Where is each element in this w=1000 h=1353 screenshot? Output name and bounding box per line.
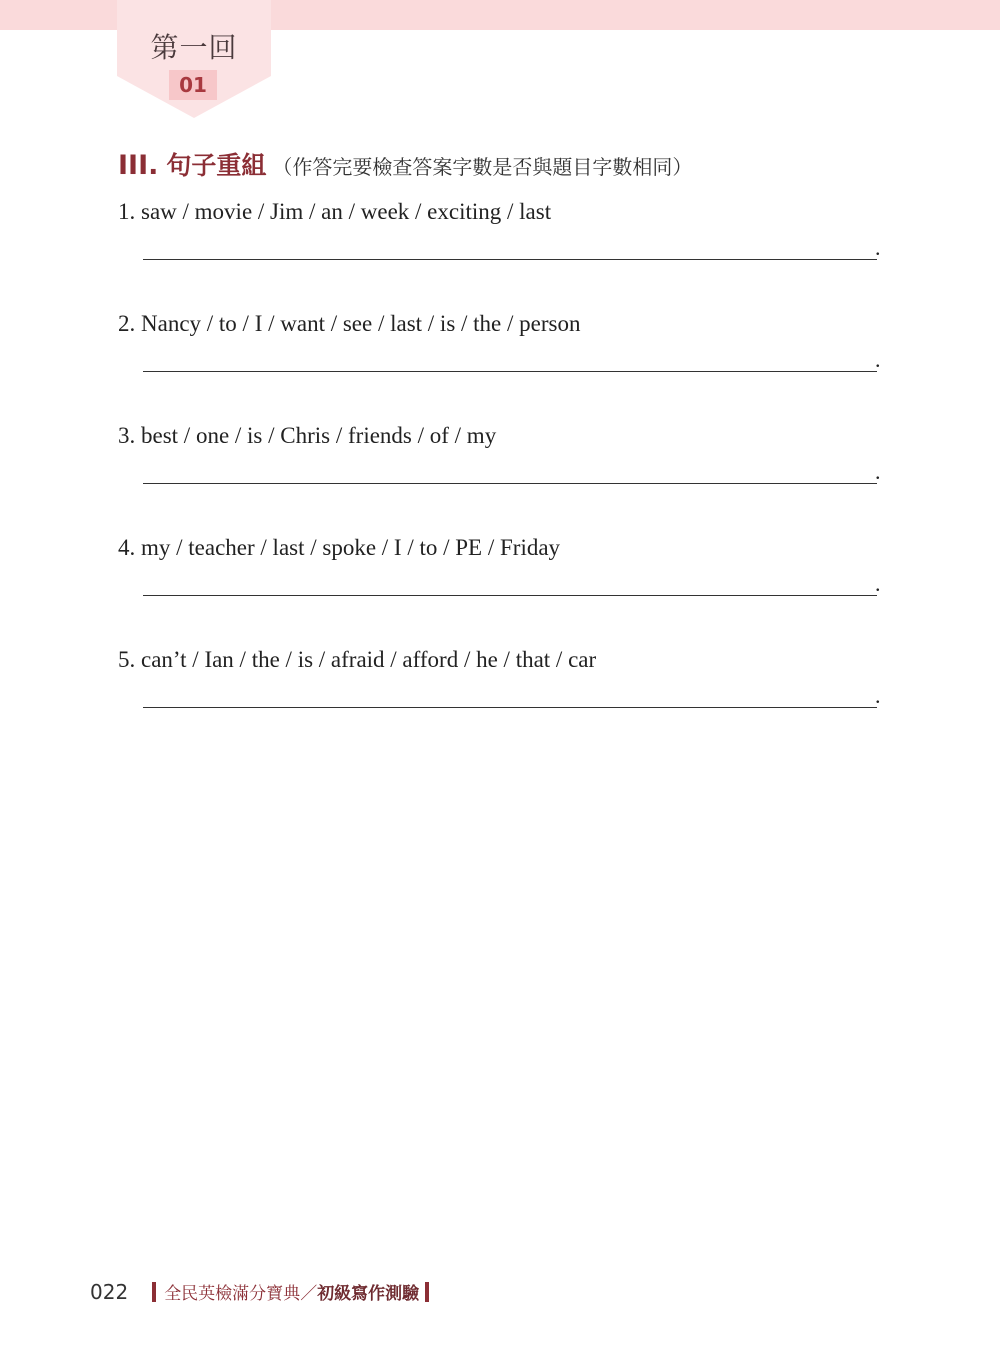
question-prompt: 2. Nancy / to / I / want / see / last / is / the / person [118,311,581,336]
footer-subtitle: 初級寫作測驗 [317,1284,420,1304]
question-prompt: 3. best / one / is / Chris / friends / of / my [118,423,497,448]
answer-line[interactable] [143,259,877,260]
question-4 [118,535,888,635]
answer-line[interactable] [143,595,877,596]
question-prompt: 4. my / teacher / last / spoke / I / to / PE / Friday [118,535,561,560]
answer-period: . [875,347,881,372]
chapter-number-badge: 01 [169,70,217,100]
question-1 [118,199,888,299]
section-title: 句子重組 [166,151,267,180]
question-prompt: 1. saw / movie / Jim / an / week / exciting / last [118,199,552,224]
section-heading [118,146,692,182]
answer-line[interactable] [143,371,877,372]
answer-period: . [875,683,881,708]
footer-divider-bar [425,1282,429,1302]
section-roman-numeral: III. [118,150,159,181]
footer-separator: ／ [300,1284,318,1304]
answer-line[interactable] [143,707,877,708]
question-3 [118,423,888,523]
footer-divider-bar [152,1282,156,1302]
answer-period: . [875,235,881,260]
chapter-title: 第一回 [150,31,238,64]
chapter-tab [117,0,271,118]
answer-period: . [875,459,881,484]
footer-book-title: 全民英檢滿分寶典 [164,1284,301,1304]
section-note: （作答完要檢查答案字數是否與題目字數相同） [272,155,693,179]
page-number: 022 [90,1279,129,1304]
page-footer [90,1279,429,1304]
answer-line[interactable] [143,483,877,484]
answer-period: . [875,571,881,596]
question-2 [118,311,888,411]
question-5 [118,647,888,747]
question-prompt: 5. can’t / Ian / the / is / afraid / afford / he / that / car [118,647,597,672]
